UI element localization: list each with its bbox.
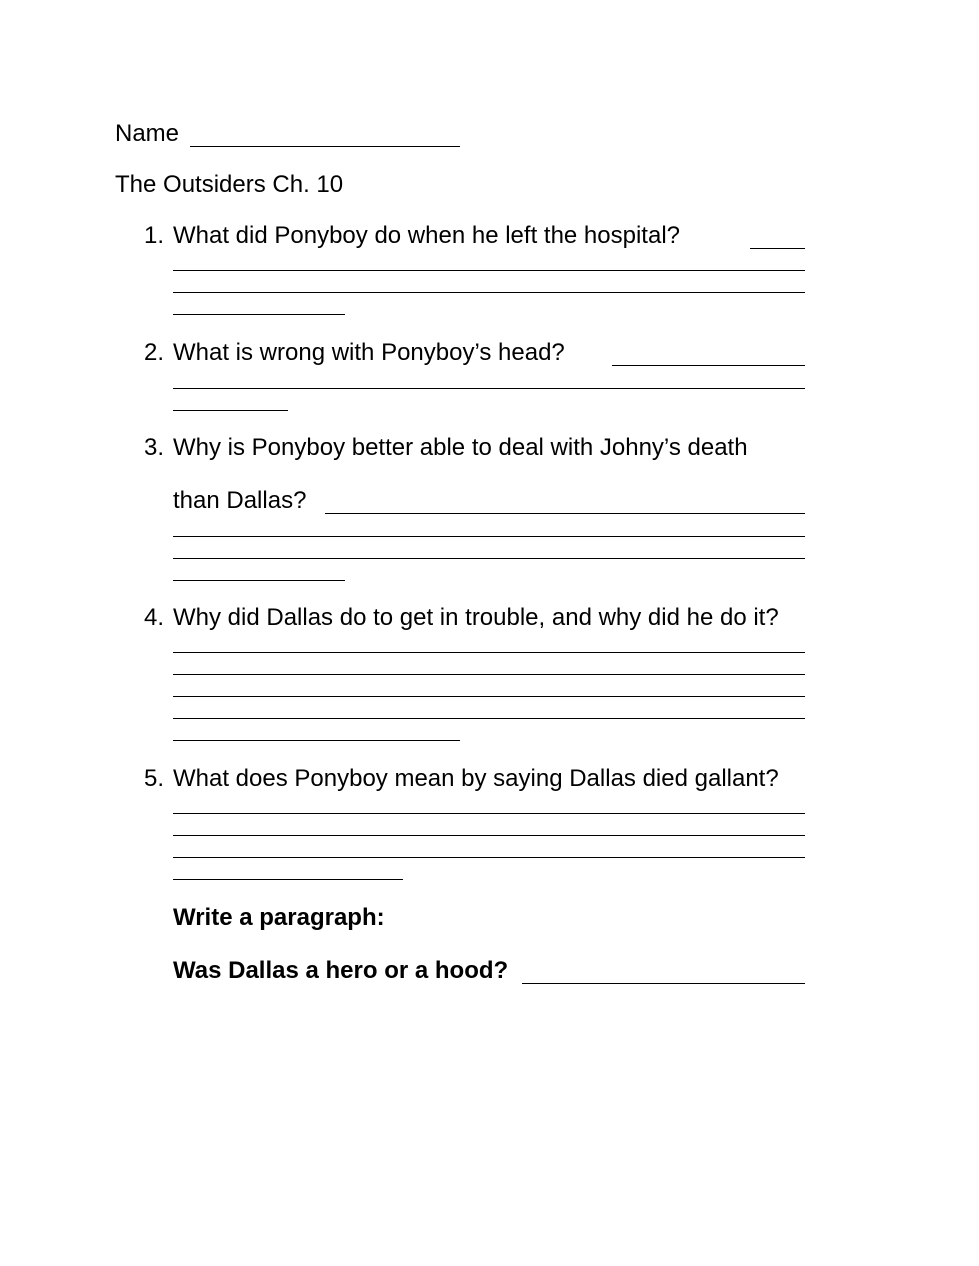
question-2-number: 2. [144,339,165,366]
page-title: The Outsiders Ch. 10 [115,171,344,198]
question-1-answer-line[interactable] [750,248,805,249]
question-4-text: Why did Dallas do to get in trouble, and why did he do it? [173,604,779,631]
question-1-text: What did Ponyboy do when he left the hospital? [173,222,680,249]
question-3-number: 3. [144,434,165,461]
question-4-answer-line[interactable] [173,674,805,675]
question-5-answer-line[interactable] [173,857,805,858]
question-1-number: 1. [144,222,165,249]
question-4-answer-line[interactable] [173,696,805,697]
name-answer-line[interactable] [190,146,460,147]
question-2-answer-line[interactable] [612,365,805,366]
question-3-answer-line[interactable] [173,536,805,537]
question-3-text: Why is Ponyboy better able to deal with Johny’s death [173,434,748,461]
paragraph-prompt: Was Dallas a hero or a hood? [173,957,509,984]
question-4-number: 4. [144,604,165,631]
question-2-answer-line[interactable] [173,388,805,389]
question-1-answer-line[interactable] [173,314,345,315]
question-2-text: What is wrong with Ponyboy’s head? [173,339,565,366]
question-5-number: 5. [144,765,165,792]
question-3-answer-line[interactable] [325,513,805,514]
question-4-answer-line[interactable] [173,718,805,719]
question-3-answer-line[interactable] [173,580,345,581]
question-4-answer-line[interactable] [173,652,805,653]
question-3-answer-line[interactable] [173,558,805,559]
question-1-answer-line[interactable] [173,292,805,293]
question-3-text-continued: than Dallas? [173,487,307,514]
question-5-answer-line[interactable] [173,879,403,880]
question-5-text: What does Ponyboy mean by saying Dallas died gallant? [173,765,779,792]
name-label: Name [115,120,180,147]
question-4-answer-line[interactable] [173,740,460,741]
question-2-answer-line[interactable] [173,410,288,411]
question-5-answer-line[interactable] [173,813,805,814]
question-1-answer-line[interactable] [173,270,805,271]
question-5-answer-line[interactable] [173,835,805,836]
paragraph-answer-line[interactable] [522,983,805,984]
paragraph-heading: Write a paragraph: [173,904,385,931]
